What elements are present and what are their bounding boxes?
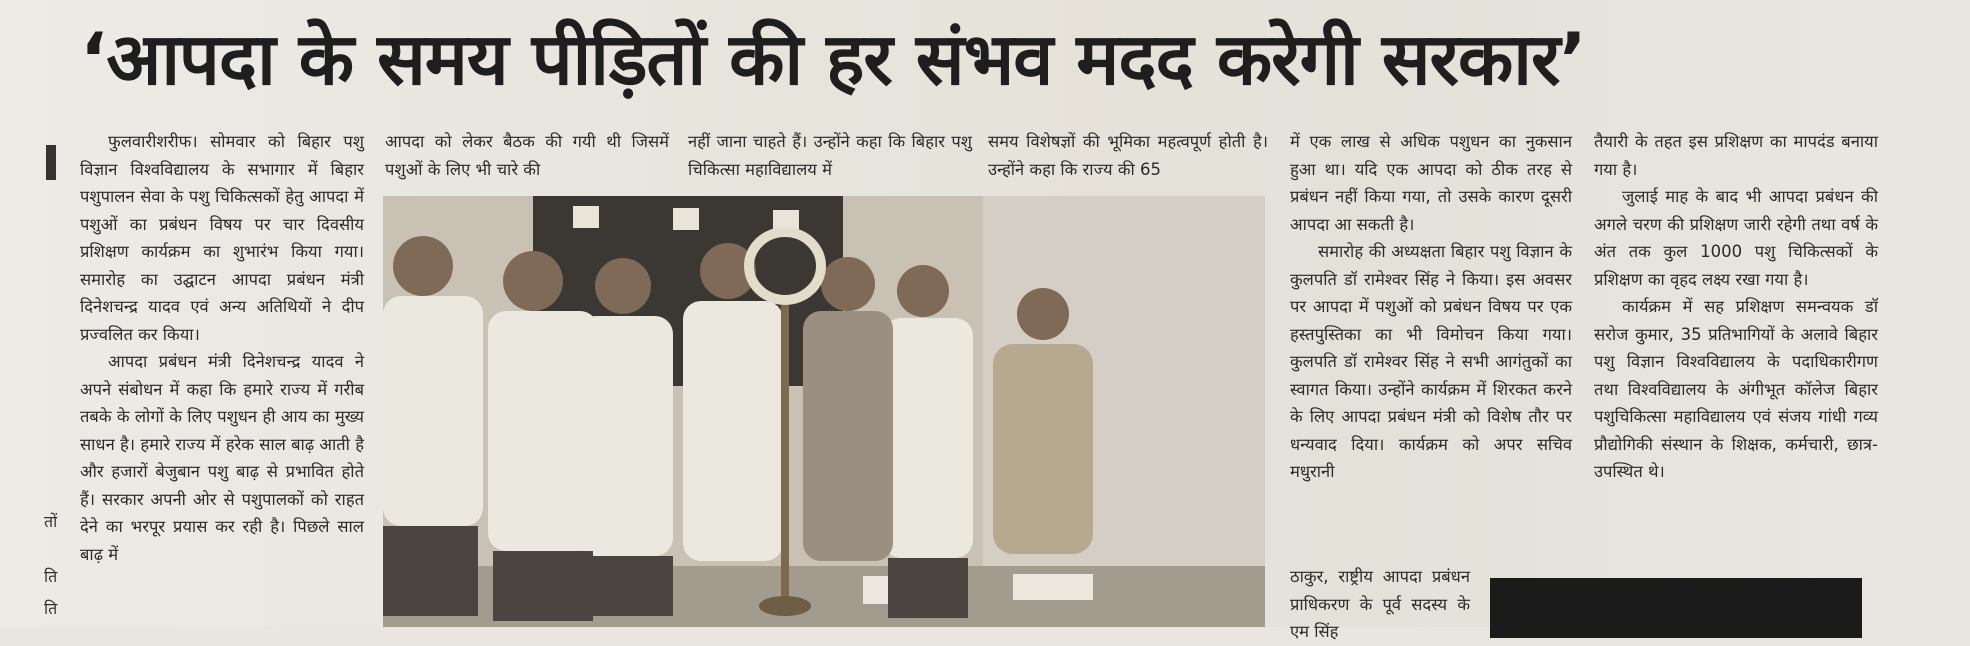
paragraph: ठाकुर, राष्ट्रीय आपदा प्रबंधन प्राधिकरण के पूर्व सदस्य के एम सिंह: [1290, 567, 1470, 641]
article-column-4: [988, 128, 1268, 188]
article-column-5-continued: [1290, 563, 1470, 641]
paragraph: में एक लाख से अधिक पशुधन का नुकसान हुआ था। यदि एक आपदा को ठीक तरह से प्रबंधन नहीं किया गया, तो उसके कारण दूसरी आपदा आ सकती है।: [1290, 132, 1572, 234]
margin-bar: [46, 145, 56, 180]
margin-fragment: ति: [44, 599, 58, 618]
paragraph: फुलवारीशरीफ। सोमवार को बिहार पशु विज्ञान विश्वविद्यालय के सभागार में बिहार पशुपालन सेवा के पशु चिकित्सकों हेतु आपदा में पशुओं का प्रबंधन विषय पर चार दिवसीय प्रशिक्षण कार्यक्रम का शुभारंभ किया गया। समारोह का उद्घाटन आपदा प्रबंधन मंत्री दिनेशचन्द्र यादव एवं अन्य अतिथियों ने दीप प्रज्वलित कर किया।: [80, 132, 364, 344]
margin-fragment: ति: [44, 567, 58, 586]
paragraph: जुलाई माह के बाद भी आपदा प्रबंधन की अगले चरण की प्रशिक्षण जारी रहेगी तथा वर्ष के अंत तक कुल 1000 पशु चिकित्सकों के प्रशिक्षण का वृहद लक्ष्य रखा गया है।: [1594, 187, 1878, 289]
article-column-3: [688, 128, 972, 188]
event-photo: [383, 196, 1265, 627]
paragraph: आपदा को लेकर बैठक की गयी थी जिसमें पशुओं के लिए भी चारे की: [385, 132, 669, 179]
adjacent-article-header-block: [1490, 578, 1862, 638]
article-column-5: [1290, 128, 1572, 568]
margin-fragment: तों: [44, 512, 58, 531]
paragraph: आपदा प्रबंधन मंत्री दिनेशचन्द्र यादव ने अपने संबोधन में कहा कि हमारे राज्य में गरीब तबके के लोगों के लिए पशुधन ही आय का मुख्य साधन है। हमारे राज्य में हरेक साल बाढ़ आती है और हजारों बेजुबान पशु बाढ़ से प्रभावित होते हैं। सरकार अपनी ओर से पशुपालकों को राहत देने का भरपूर प्रयास कर रही है। पिछले साल बाढ़ में: [80, 352, 364, 564]
paragraph: समय विशेषज्ञों की भूमिका महत्वपूर्ण होती है। उन्होंने कहा कि राज्य की 65: [988, 132, 1268, 179]
paragraph: समारोह की अध्यक्षता बिहार पशु विज्ञान के कुलपति डॉ रामेश्वर सिंह ने किया। इस अवसर पर आपदा में पशुओं को प्रबंधन विषय पर एक हस्तपुस्तिका का भी विमोचन किया गया। कुलपति डॉ रामेश्वर सिंह ने सभी आगंतुकों का स्वागत किया। उन्होंने कार्यक्रम में शिरकत करने के लिए आपदा प्रबंधन मंत्री को विशेष तौर पर धन्यवाद दिया। कार्यक्रम को अपर सचिव मधुरानी: [1290, 242, 1572, 481]
headline: ‘आपदा के समय पीड़ितों की हर संभव मदद करेगी सरकार’: [80, 17, 1586, 101]
paragraph: नहीं जाना चाहते हैं। उन्होंने कहा कि बिहार पशु चिकित्सा महाविद्यालय में: [688, 132, 972, 179]
article-column-6: [1594, 128, 1878, 568]
article-column-2: [385, 128, 669, 188]
article-column-1: [80, 128, 364, 627]
paragraph: तैयारी के तहत इस प्रशिक्षण का मापदंड बनाया गया है।: [1594, 132, 1878, 179]
lamp-lighting-photo-icon: [383, 196, 1265, 627]
paragraph: कार्यक्रम में सह प्रशिक्षण समन्वयक डॉ सरोज कुमार, 35 प्रतिभागियों के अलावे बिहार पशु विज्ञान विश्वविद्यालय के पदाधिकारीगण तथा विश्वविद्यालय के अंगीभूत कॉलेज बिहार पशुचिकित्सा महाविद्यालय एवं संजय गांधी गव्य प्रौद्योगिकी संस्थान के शिक्षक, कर्मचारी, छात्र-उपस्थित थे।: [1594, 297, 1878, 481]
